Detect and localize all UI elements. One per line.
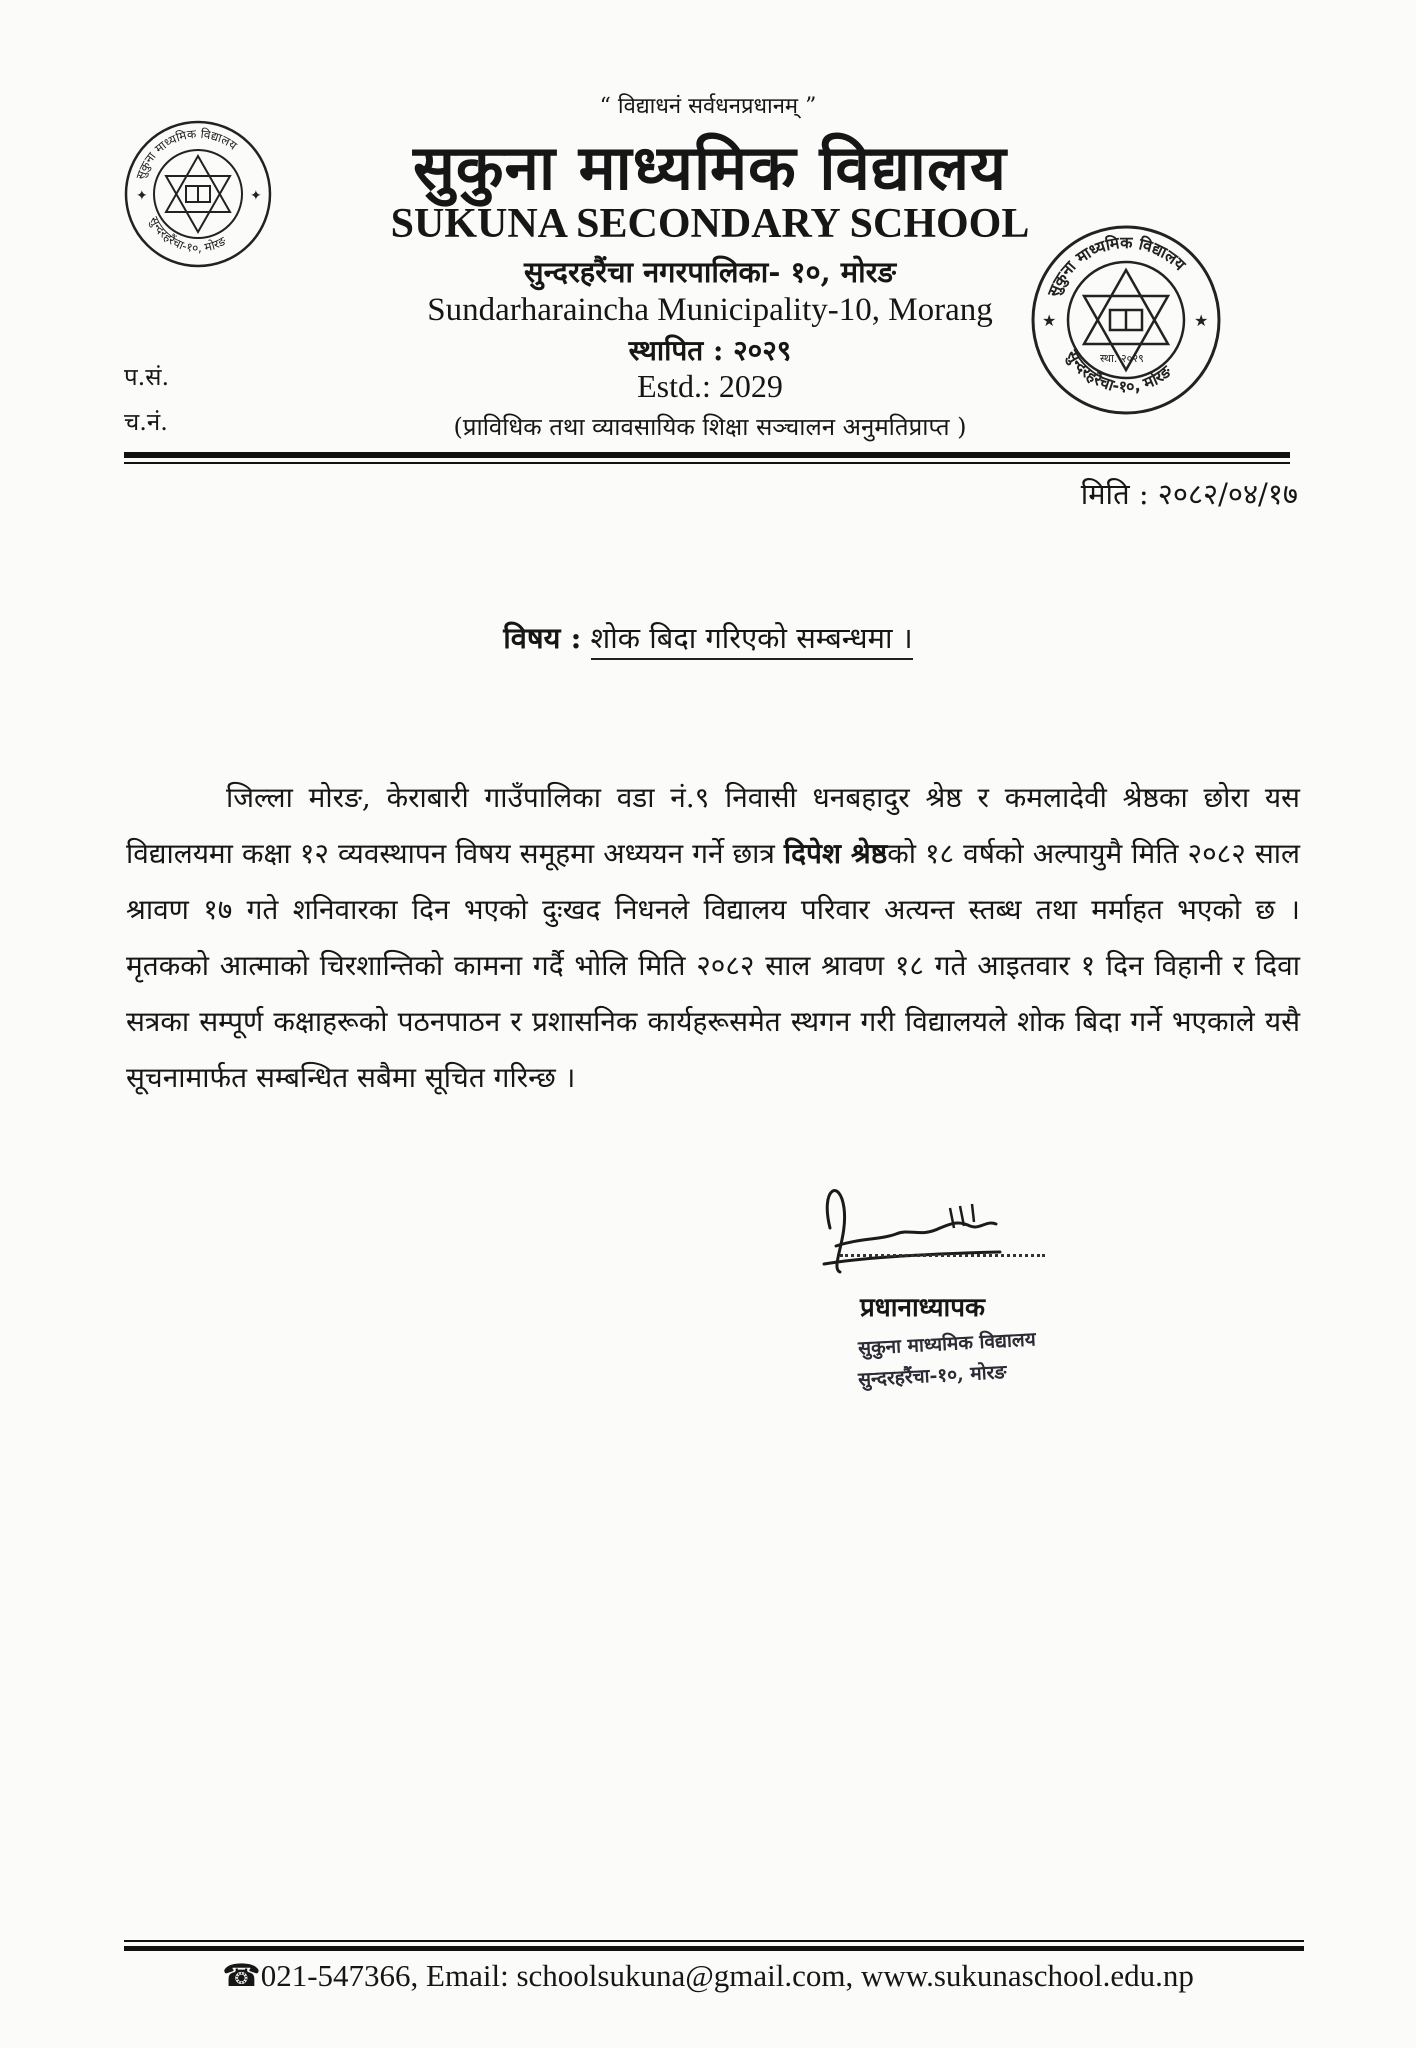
svg-text:✦: ✦ [136,188,148,204]
notice-body-part2: को १८ वर्षको अल्पायुमै मिति २०८२ साल श्रावण १७ गते शनिवारका दिन भएको दुःखद निधनले विद्यालय परिवार अत्यन्त स्तब्ध तथा मर्माहत भएको छ । मृतकको आत्माको चिरशान्तिको कामना गर्दै भोलि मिति २०८२ साल श्रावण १८ गते आइतवार १ दिन विहानी र दिवा सत्रका सम्पूर्ण कक्षाहरूको पठनपाठन र प्रशासनिक कार्यहरूसमेत स्थगन गरी विद्यालयले शोक बिदा गर्ने भएकाले यसै सूचनामार्फत सम्बन्धित सबैमा सूचित गरिन्छ । [126,837,1300,1094]
subject-label: विषय : [503,621,582,655]
principal-stamp-address: सुन्दरहरैंचा-१०, मोरङ [857,1361,1007,1391]
school-name-english: SUKUNA SECONDARY SCHOOL [390,201,1030,247]
footer-contact-text: 021-547366, Email: schoolsukuna@gmail.com, www.sukunaschool.edu.np [260,1958,1194,1993]
svg-text:सुकुना माध्यमिक विद्यालय: सुकुना माध्यमिक विद्यालय [133,126,240,182]
school-address-english: Sundarharaincha Municipality-10, Morang [427,292,993,328]
header-divider-thick [124,452,1290,458]
established-nepali: स्थापित : २०२९ [628,334,792,367]
student-name: दिपेश श्रेष्ठ [783,837,888,870]
footer-divider-thin [124,1940,1304,1942]
svg-text:★: ★ [1194,311,1209,330]
school-address-nepali: सुन्दरहरैंचा नगरपालिका- १०, मोरङ [523,255,896,289]
subject-line [0,618,1416,657]
svg-text:सुन्दरहरैंचा-१०, मोरङ: सुन्दरहरैंचा-१०, मोरङ [146,214,229,256]
svg-text:✦: ✦ [250,188,262,204]
subject-text: शोक बिदा गरिएको सम्बन्धमा । [591,621,913,660]
svg-text:★: ★ [1042,311,1057,330]
header-divider-thin [124,462,1290,464]
notice-body [126,770,1300,1106]
telephone-icon: ☎ [222,1958,261,1993]
principal-title: प्रधानाध्यापक [860,1293,986,1323]
principal-stamp-school: सुकुना माध्यमिक विद्यालय [857,1328,1037,1360]
school-name-nepali: सुकुना माध्यमिक विद्यालय [413,131,1007,204]
svg-text:स्था. २०२९: स्था. २०२९ [1100,352,1144,365]
dispatch-number-label: च.नं. [124,408,168,436]
school-motto: “ विद्याधनं सर्वधनप्रधानम् ” [599,94,817,119]
footer-contact [0,1958,1416,1994]
footer-divider-thick [124,1946,1304,1951]
signature-line [840,1254,1045,1257]
principal-signature-icon [800,1168,1060,1288]
notice-body-part1: जिल्ला मोरङ, केराबारी गाउँपालिका वडा नं.९ निवासी धनबहादुर श्रेष्ठ र कमलादेवी श्रेष्ठका छोरा यस विद्यालयमा कक्षा १२ व्यवस्थापन विषय समूहमा अध्ययन गर्ने छात्र [126,781,1300,870]
approval-note: (प्राविधिक तथा व्यावसायिक शिक्षा सञ्चालन अनुमतिप्राप्त ) [453,413,967,441]
svg-text:सुकुना माध्यमिक विद्यालय: सुकुना माध्यमिक विद्यालय [1043,232,1190,300]
reference-number-label: प.सं. [124,363,170,391]
letter-date: मिति : २०८२/०४/१७ [1080,477,1298,511]
established-english: Estd.: 2029 [637,368,783,404]
svg-text:सुन्दरहरैंचा-१०, मोरङ: सुन्दरहरैंचा-१०, मोरङ [1062,346,1175,397]
left-school-seal-icon [122,118,274,270]
